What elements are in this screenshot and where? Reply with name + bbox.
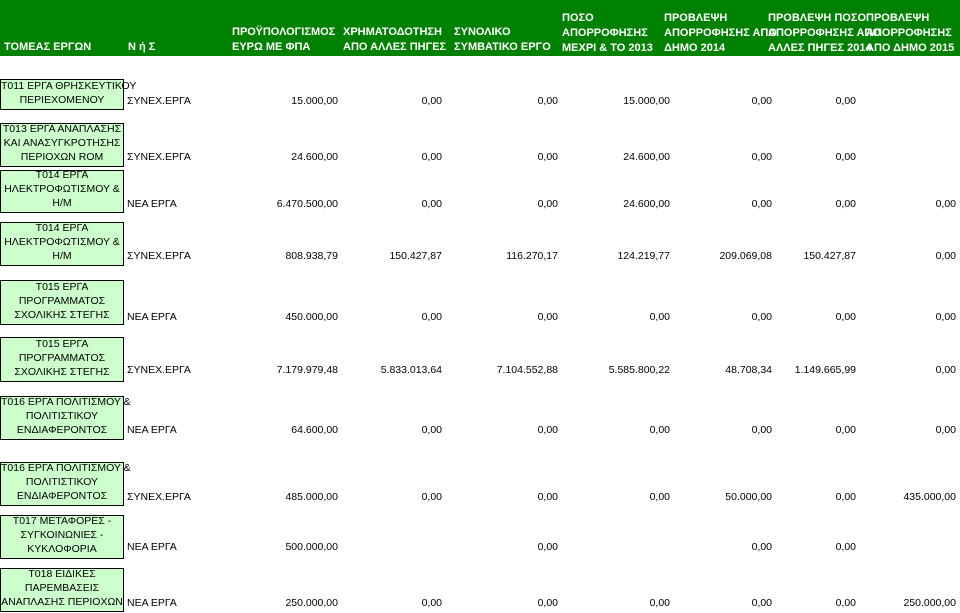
amount-cell: 0,00 [835,541,856,553]
amount-cell: 0,00 [537,597,558,609]
sector-cell [0,170,124,213]
amount-cell: 0,00 [537,95,558,107]
amount-cell: 0,00 [649,424,670,436]
work-type-cell: ΝΕΑ ΕΡΓΑ [127,311,177,323]
amount-cell: 7.179.979,48 [276,364,338,376]
header-sector: ΤΟΜΕΑΣ ΕΡΓΩΝ [4,41,92,53]
work-type-cell: ΝΕΑ ΕΡΓΑ [127,198,177,210]
header-funding-other: ΧΡΗΜΑΤΟΔΟΤΗΣΗ ΑΠΟ ΑΛΛΕΣ ΠΗΓΕΣ [343,26,447,53]
amount-cell: 0,00 [649,597,670,609]
sector-label-line: ΠΟΛΙΤΙΣΤΙΚΟΥ [25,476,99,488]
amount-cell: 0,00 [751,541,772,553]
sector-label-line: ΑΝΑΠΛΑΣΗΣ ΠΕΡΙΟΧΩΝ [1,596,123,608]
amount-cell: 150.427,87 [803,250,856,262]
amount-cell: 0,00 [537,311,558,323]
amount-cell: 150.427,87 [389,250,442,262]
amount-cell: 250.000,00 [285,597,338,609]
sector-label-line: Τ015 ΕΡΓΑ [35,281,89,293]
header-forecast-other-2014: ΠΡΟΒΛΕΨΗ ΠΟΣΟ ΑΠΟΡΡΟΦΗΣΗΣ ΑΠΟ ΑΛΛΕΣ ΠΗΓΕΣ 2014 [768,12,881,54]
sector-label-line: ΠΡΟΓΡΑΜΜΑΤΟΣ [18,295,106,307]
sector-label-line: Τ014 ΕΡΓΑ [35,169,89,181]
work-type-cell: ΣΥΝΕΧ.ΕΡΓΑ [127,364,191,376]
amount-cell: 0,00 [537,541,558,553]
header-forecast-municipality-2014: ΠΡΟΒΛΕΨΗ ΑΠΟΡΡΟΦΗΣΗΣ ΑΠΟ ΔΗΜΟ 2014 [664,12,777,54]
amount-cell: 0,00 [935,250,956,262]
sector-label-line: ΣΧΟΛΙΚΗΣ ΣΤΕΓΗΣ [14,366,110,378]
work-type-cell: ΣΥΝΕΧ.ΕΡΓΑ [127,151,191,163]
amount-cell: 0,00 [935,364,956,376]
sector-label-line: ΠΟΛΙΤΙΣΤΙΚΟΥ [25,410,99,422]
amount-cell: 0,00 [835,198,856,210]
sector-label-line: ΕΝΔΙΑΦΕΡΟΝΤΟΣ [16,424,108,436]
amount-cell: 0,00 [421,424,442,436]
amount-cell: 250.000,00 [903,597,956,609]
header-absorbed-2013: ΠΟΣΟ ΑΠΟΡΡΟΦΗΣΗΣ ΜΕΧΡΙ & ΤΟ 2013 [562,12,653,54]
sector-label-line: Τ015 ΕΡΓΑ [35,338,89,350]
sector-label-line: Τ016 ΕΡΓΑ ΠΟΛΙΤΙΣΜΟΥ & [1,462,131,474]
amount-cell: 808.938,79 [285,250,338,262]
amount-cell: 0,00 [649,311,670,323]
amount-cell: 116.270,17 [506,250,558,262]
amount-cell: 0,00 [835,597,856,609]
amount-cell: 450.000,00 [285,311,338,323]
amount-cell: 0,00 [421,597,442,609]
sector-cell [0,123,124,167]
amount-cell: 435.000,00 [903,491,956,503]
sector-cell [0,222,124,266]
amount-cell: 0,00 [835,491,856,503]
amount-cell: 50.000,00 [725,491,772,503]
sector-cell [0,515,124,559]
sector-label-line: ΗΛΕΚΤΡΟΦΩΤΙΣΜΟΥ & [4,183,120,195]
amount-cell: 6.470.500,00 [276,198,338,210]
work-type-cell: ΣΥΝΕΧ.ΕΡΓΑ [127,250,191,262]
sector-label-line: ΚΥΚΛΟΦΟΡΙΑ [27,543,97,555]
header-forecast-municipality-2015: ΠΡΟΒΛΕΨΗ ΑΠΟΡΡΟΦΗΣΗΣ ΑΠΟ ΔΗΜΟ 2015 [866,12,955,54]
sector-label-line: Τ016 ΕΡΓΑ ΠΟΛΙΤΙΣΜΟΥ & [1,396,131,408]
amount-cell: 0,00 [935,424,956,436]
amount-cell: 124.219,77 [617,250,670,262]
sector-cell [0,568,124,612]
amount-cell: 0,00 [537,424,558,436]
amount-cell: 0,00 [835,311,856,323]
amount-cell: 64.600,00 [291,424,338,436]
amount-cell: 500.000,00 [285,541,338,553]
amount-cell: 24.600,00 [291,151,338,163]
amount-cell: 0,00 [835,424,856,436]
amount-cell: 0,00 [537,491,558,503]
sector-label-line: ΚΑΙ ΑΝΑΣΥΓΚΡΟΤΗΣΗΣ [3,137,121,149]
amount-cell: 5.585.800,22 [608,364,670,376]
sector-label-line: Η/Μ [52,250,72,262]
sector-label-line: ΠΡΟΓΡΑΜΜΑΤΟΣ [18,352,106,364]
amount-cell: 1.149.665,99 [794,364,856,376]
amount-cell: 7.104.552,88 [496,364,558,376]
amount-cell: 485.000,00 [285,491,338,503]
work-type-cell: ΝΕΑ ΕΡΓΑ [127,424,177,436]
sector-label-line: ΗΛΕΚΤΡΟΦΩΤΙΣΜΟΥ & [4,236,120,248]
header-new-or-continuing: Ν ή Σ [128,41,156,53]
table-header [0,0,960,56]
amount-cell: 24.600,00 [623,198,670,210]
work-type-cell: ΣΥΝΕΧ.ΕΡΓΑ [127,95,191,107]
amount-cell: 0,00 [421,198,442,210]
amount-cell: 0,00 [751,151,772,163]
amount-cell: 5.833.013,64 [380,364,442,376]
amount-cell: 0,00 [751,597,772,609]
sector-label-line: ΣΥΓΚΟΙΝΩΝΙΕΣ - [20,529,104,541]
sector-label-line: Η/Μ [52,197,72,209]
sector-cell [0,280,124,325]
amount-cell: 24.600,00 [623,151,670,163]
amount-cell: 0,00 [421,151,442,163]
work-type-cell: ΝΕΑ ΕΡΓΑ [127,541,177,553]
amount-cell: 0,00 [421,491,442,503]
header-total-contract: ΣΥΝΟΛΙΚΟ ΣΥΜΒΑΤΙΚΟ ΕΡΓΟ [454,26,551,53]
sector-label-line: Τ014 ΕΡΓΑ [35,222,89,234]
amount-cell: 15.000,00 [291,95,338,107]
sector-cell [0,79,137,110]
amount-cell: 0,00 [751,95,772,107]
amount-cell: 48.708,34 [725,364,772,376]
amount-cell: 0,00 [537,151,558,163]
amount-cell: 0,00 [649,491,670,503]
sector-label-line: ΕΝΔΙΑΦΕΡΟΝΤΟΣ [16,490,108,502]
sector-label-line: ΠΕΡΙΕΧΟΜΕΝΟΥ [19,94,105,106]
work-type-cell: ΣΥΝΕΧ.ΕΡΓΑ [127,491,191,503]
amount-cell: 0,00 [537,198,558,210]
amount-cell: 0,00 [835,151,856,163]
sector-label-line: ΠΑΡΕΜΒΑΣΕΙΣ [24,582,100,594]
amount-cell: 0,00 [935,198,956,210]
sector-label-line: ΣΧΟΛΙΚΗΣ ΣΤΕΓΗΣ [14,309,110,321]
sector-label-line: Τ013 ΕΡΓΑ ΑΝΑΠΛΑΣΗΣ [2,123,122,135]
amount-cell: 0,00 [835,95,856,107]
sector-label-line: Τ011 ΕΡΓΑ ΘΡΗΣΚΕΥΤΙΚΟΥ [1,80,137,92]
sector-cell [0,337,124,382]
header-budget: ΠΡΟΫΠΟΛΟΓΙΣΜΟΣ ΕΥΡΩ ΜΕ ΦΠΑ [232,26,336,53]
amount-cell: 209.069,08 [719,250,772,262]
work-type-cell: ΝΕΑ ΕΡΓΑ [127,597,177,609]
sector-label-line: ΠΕΡΙΟΧΩΝ ROM [20,151,104,163]
amount-cell: 0,00 [935,311,956,323]
amount-cell: 15.000,00 [623,95,670,107]
sector-label-line: Τ017 ΜΕΤΑΦΟΡΕΣ - [12,515,112,527]
amount-cell: 0,00 [421,311,442,323]
amount-cell: 0,00 [751,311,772,323]
amount-cell: 0,00 [751,424,772,436]
sector-cell [0,462,131,506]
sector-label-line: Τ018 ΕΙΔΙΚΕΣ [28,568,96,580]
amount-cell: 0,00 [751,198,772,210]
amount-cell: 0,00 [421,95,442,107]
sector-cell [0,396,131,440]
